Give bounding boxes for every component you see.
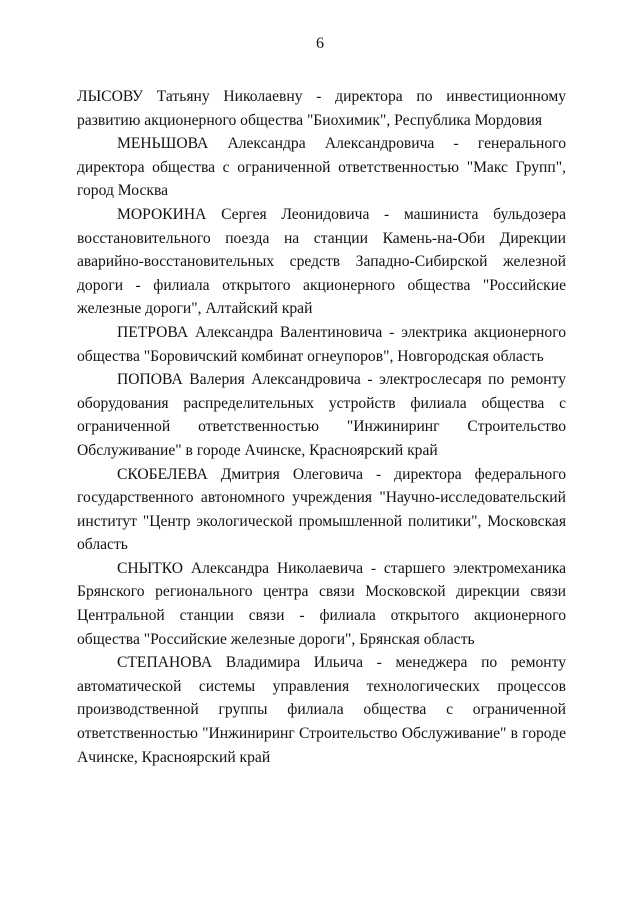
- award-entry-popov: ПОПОВА Валерия Александровича - электрослесаря по ремонту оборудования распределительных устройств филиала общества с ограниченной ответственностью "Инжиниринг Строительство Обслуживание" в городе Ачинске, Красноярский край: [77, 371, 566, 459]
- page-number: 6: [316, 35, 324, 52]
- award-entry-snytko: СНЫТКО Александра Николаевича - старшего электромеханика Брянского регионального центра связи Московской дирекции связи Центральной станции связи - филиала открытого акционерного общества "Российские железные дороги", Брянская область: [77, 559, 566, 648]
- award-entry-stepanov: СТЕПАНОВА Владимира Ильича - менеджера по ремонту автоматической системы управления технологических процессов производственной группы филиала общества с ограниченной ответственностью "Инжиниринг Строительство Обслуживание" в городе Ачинске, Красноярский край: [77, 654, 566, 766]
- award-entry-petrov: ПЕТРОВА Александра Валентиновича - электрика акционерного общества "Боровичский комбинат огнеупоров", Новгородская область: [77, 323, 566, 365]
- award-entry-menshov: МЕНЬШОВА Александра Александровича - генерального директора общества с ограниченной ответственностью "Макс Групп", город Москва: [77, 135, 566, 200]
- award-entry-skobelev: СКОБЕЛЕВА Дмитрия Олеговича - директора федерального государственного автономного учреждения "Научно-исследовательский институт "Центр экологической промышленной политики", Московская область: [77, 465, 566, 554]
- award-entry-morokin: МОРОКИНА Сергея Леонидовича - машиниста бульдозера восстановительного поезда на станции Камень-на-Оби Дирекции аварийно-восстановительных средств Западно-Сибирской железной дороги - филиала открытого акционерного общества "Российские железные дороги", Алтайский край: [77, 205, 566, 318]
- award-list: [77, 85, 566, 769]
- award-entry-lysova: ЛЫСОВУ Татьяну Николаевну - директора по инвестиционному развитию акционерного общества "Биохимик", Республика Мордовия: [77, 88, 566, 129]
